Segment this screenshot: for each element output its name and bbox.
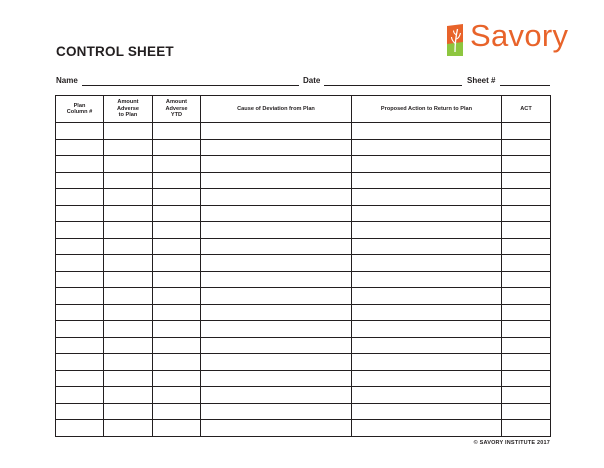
date-field[interactable]	[324, 85, 462, 86]
proposed-action-header: Proposed Action to Return to Plan	[352, 96, 502, 123]
table-row	[56, 271, 551, 288]
table-cell[interactable]	[153, 403, 201, 420]
table-cell[interactable]	[153, 321, 201, 338]
table-cell[interactable]	[502, 403, 551, 420]
table-cell[interactable]	[502, 354, 551, 371]
table-cell[interactable]	[153, 370, 201, 387]
table-cell[interactable]	[502, 172, 551, 189]
sheet-number-field[interactable]	[500, 85, 550, 86]
table-cell[interactable]	[201, 403, 352, 420]
page-title: CONTROL SHEET	[56, 44, 174, 59]
table-cell[interactable]	[352, 189, 502, 206]
table-cell[interactable]	[352, 288, 502, 305]
table-cell[interactable]	[104, 420, 153, 437]
table-row	[56, 255, 551, 272]
table-cell[interactable]	[104, 354, 153, 371]
table-cell[interactable]	[352, 271, 502, 288]
act-header: ACT	[502, 96, 551, 123]
sheet-label: Sheet #	[467, 76, 496, 85]
table-cell[interactable]	[153, 205, 201, 222]
name-label: Name	[56, 76, 78, 85]
table-cell[interactable]	[153, 271, 201, 288]
table-row	[56, 172, 551, 189]
copyright-footer: © SAVORY INSTITUTE 2017	[473, 440, 550, 446]
table-cell[interactable]	[201, 238, 352, 255]
table-row	[56, 189, 551, 206]
table-cell[interactable]	[502, 321, 551, 338]
table-header-row	[56, 96, 551, 123]
table-cell[interactable]	[104, 238, 153, 255]
table-cell[interactable]	[153, 288, 201, 305]
table-cell[interactable]	[56, 321, 104, 338]
table-cell[interactable]	[201, 387, 352, 404]
table-cell[interactable]	[153, 255, 201, 272]
table-cell[interactable]	[56, 123, 104, 140]
table-row	[56, 288, 551, 305]
table-cell[interactable]	[56, 288, 104, 305]
table-cell[interactable]	[352, 255, 502, 272]
table-cell[interactable]	[201, 172, 352, 189]
table-row	[56, 139, 551, 156]
table-cell[interactable]	[201, 370, 352, 387]
table-cell[interactable]	[104, 321, 153, 338]
table-cell[interactable]	[352, 172, 502, 189]
table-cell[interactable]	[56, 337, 104, 354]
table-cell[interactable]	[502, 387, 551, 404]
table-cell[interactable]	[104, 304, 153, 321]
amount-adverse-to-plan-header: Amount Adverse to Plan	[104, 96, 153, 123]
table-cell[interactable]	[104, 123, 153, 140]
table-row	[56, 420, 551, 437]
amount-adverse-ytd-header: Amount Adverse YTD	[153, 96, 201, 123]
cause-of-deviation-header: Cause of Deviation from Plan	[201, 96, 352, 123]
table-cell[interactable]	[352, 238, 502, 255]
table-cell[interactable]	[153, 238, 201, 255]
table-cell[interactable]	[201, 321, 352, 338]
table-body	[56, 123, 551, 437]
table-cell[interactable]	[56, 222, 104, 239]
table-cell[interactable]	[104, 337, 153, 354]
table-cell[interactable]	[56, 370, 104, 387]
table-cell[interactable]	[502, 222, 551, 239]
table-row	[56, 403, 551, 420]
table-cell[interactable]	[104, 255, 153, 272]
table-cell[interactable]	[352, 304, 502, 321]
table-cell[interactable]	[502, 370, 551, 387]
table-cell[interactable]	[201, 222, 352, 239]
table-row	[56, 205, 551, 222]
table-cell[interactable]	[352, 205, 502, 222]
table-cell[interactable]	[201, 123, 352, 140]
header-fields	[56, 76, 550, 88]
date-label: Date	[303, 76, 321, 85]
table-cell[interactable]	[153, 123, 201, 140]
table-cell[interactable]	[352, 387, 502, 404]
table-row	[56, 387, 551, 404]
table-cell[interactable]	[104, 156, 153, 173]
table-cell[interactable]	[56, 172, 104, 189]
table-cell[interactable]	[56, 189, 104, 206]
table-cell[interactable]	[352, 337, 502, 354]
table-cell[interactable]	[201, 354, 352, 371]
table-cell[interactable]	[104, 189, 153, 206]
table-row	[56, 370, 551, 387]
table-cell[interactable]	[56, 387, 104, 404]
table-cell[interactable]	[56, 403, 104, 420]
table-cell[interactable]	[56, 271, 104, 288]
table-row	[56, 156, 551, 173]
table-row	[56, 304, 551, 321]
table-cell[interactable]	[352, 420, 502, 437]
table-cell[interactable]	[201, 337, 352, 354]
table-row	[56, 222, 551, 239]
table-cell[interactable]	[352, 354, 502, 371]
table-cell[interactable]	[104, 288, 153, 305]
table-cell[interactable]	[502, 304, 551, 321]
table-cell[interactable]	[104, 205, 153, 222]
table-cell[interactable]	[201, 255, 352, 272]
table-row	[56, 238, 551, 255]
grass-stalk-icon	[445, 24, 465, 56]
table-cell[interactable]	[56, 304, 104, 321]
table-cell[interactable]	[153, 420, 201, 437]
name-field[interactable]	[82, 85, 299, 86]
table-cell[interactable]	[56, 139, 104, 156]
table-cell[interactable]	[502, 123, 551, 140]
table-cell[interactable]	[56, 420, 104, 437]
savory-logo	[445, 18, 569, 64]
table-cell[interactable]	[153, 139, 201, 156]
table-cell[interactable]	[104, 222, 153, 239]
table-cell[interactable]	[502, 255, 551, 272]
table-cell[interactable]	[104, 387, 153, 404]
table-cell[interactable]	[352, 321, 502, 338]
table-cell[interactable]	[352, 123, 502, 140]
table-cell[interactable]	[104, 370, 153, 387]
control-table	[55, 95, 551, 437]
plan-column-header: Plan Column #	[56, 96, 104, 123]
table-cell[interactable]	[153, 189, 201, 206]
table-cell[interactable]	[502, 156, 551, 173]
table-cell[interactable]	[502, 189, 551, 206]
table-cell[interactable]	[104, 403, 153, 420]
table-cell[interactable]	[502, 205, 551, 222]
table-cell[interactable]	[56, 205, 104, 222]
table-cell[interactable]	[153, 172, 201, 189]
table-cell[interactable]	[56, 354, 104, 371]
table-row	[56, 354, 551, 371]
table-cell[interactable]	[352, 222, 502, 239]
table-cell[interactable]	[104, 271, 153, 288]
table-row	[56, 321, 551, 338]
table-cell[interactable]	[56, 156, 104, 173]
table-cell[interactable]	[201, 205, 352, 222]
table-cell[interactable]	[153, 354, 201, 371]
table-cell[interactable]	[201, 189, 352, 206]
table-cell[interactable]	[153, 387, 201, 404]
table-cell[interactable]	[502, 337, 551, 354]
table-cell[interactable]	[502, 238, 551, 255]
logo-wordmark: Savory	[470, 18, 569, 53]
table-cell[interactable]	[201, 271, 352, 288]
table-cell[interactable]	[104, 172, 153, 189]
table-cell[interactable]	[201, 420, 352, 437]
table-cell[interactable]	[352, 403, 502, 420]
table-cell[interactable]	[502, 420, 551, 437]
table-cell[interactable]	[104, 139, 153, 156]
table-cell[interactable]	[352, 370, 502, 387]
table-cell[interactable]	[352, 139, 502, 156]
table-cell[interactable]	[201, 139, 352, 156]
table-row	[56, 123, 551, 140]
table-cell[interactable]	[56, 255, 104, 272]
table-cell[interactable]	[502, 271, 551, 288]
table-cell[interactable]	[56, 238, 104, 255]
table-cell[interactable]	[201, 304, 352, 321]
table-cell[interactable]	[502, 139, 551, 156]
table-cell[interactable]	[153, 304, 201, 321]
table-cell[interactable]	[153, 222, 201, 239]
table-cell[interactable]	[352, 156, 502, 173]
table-cell[interactable]	[201, 156, 352, 173]
table-cell[interactable]	[502, 288, 551, 305]
table-cell[interactable]	[201, 288, 352, 305]
table-cell[interactable]	[153, 156, 201, 173]
table-cell[interactable]	[153, 337, 201, 354]
table-row	[56, 337, 551, 354]
